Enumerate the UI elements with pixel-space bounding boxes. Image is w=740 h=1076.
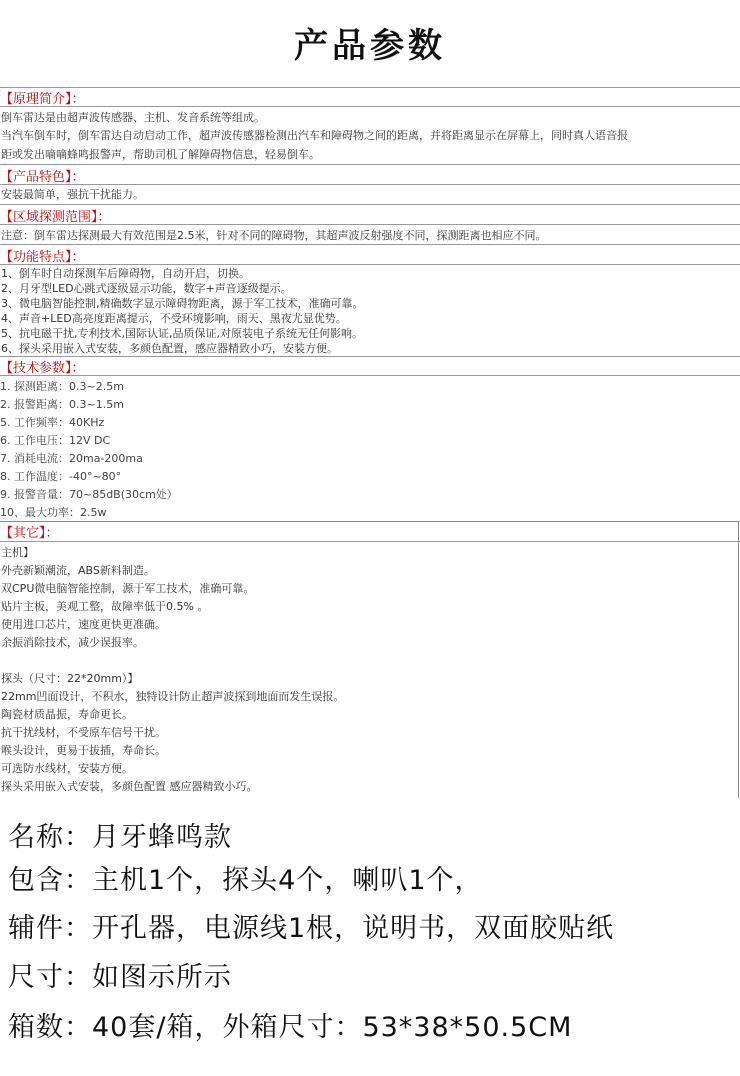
functions-line: 3、微电脑智能控制,精确数字显示障碍物距离，源于军工技术，准确可靠。 <box>1 297 364 310</box>
host-line: 外壳新颖潮流，ABS新料制造。 <box>1 564 155 577</box>
host-line: 贴片主板，美观工整，故障率低于0.5% 。 <box>1 600 209 613</box>
probe-line: 22mm凹面设计，不积水，独特设计防止超声波探到地面而发生误报。 <box>1 690 345 703</box>
spec-item: 1. 探测距离：0.3~2.5m <box>0 380 124 393</box>
section-header-principle: 【原理简介】： <box>0 92 85 107</box>
divider <box>0 244 740 245</box>
spec-item: 7. 消耗电流：20ma-200ma <box>0 452 143 465</box>
functions-line: 6、探头采用嵌入式安装，多颜色配置，感应器精致小巧，安装方便。 <box>1 342 338 355</box>
divider <box>0 541 740 542</box>
functions-line: 5、抗电磁干扰,专利技术,国际认证,品质保证,对原装电子系统无任何影响。 <box>1 327 363 340</box>
host-line: 使用进口芯片，速度更快更准确。 <box>1 618 166 631</box>
summary-carton: 箱数：40套/箱，外箱尺寸：53*38*50.5CM <box>8 1012 573 1043</box>
spec-item: 5. 工作频率：40KHz <box>0 416 105 429</box>
divider <box>0 106 740 107</box>
divider <box>0 224 740 225</box>
host-line: 余振消除技术，减少误报率。 <box>1 636 144 649</box>
section-header-range: 【区域探测范围】： <box>0 210 111 225</box>
spec-item: 9. 报警音量：70~85dB(30cm处） <box>0 488 178 501</box>
functions-line: 1、倒车时自动探测车后障碍物，自动开启，切换。 <box>1 267 250 280</box>
spec-item: 2. 报警距离：0.3~1.5m <box>0 398 124 411</box>
functions-line: 4、声音+LED高亮度距离提示，不受环境影响，雨天、黑夜尤显优势。 <box>1 312 347 325</box>
principle-line: 距或发出嘀嘀蜂鸣报警声，帮助司机了解障碍物信息，轻易倒车。 <box>1 148 320 161</box>
summary-name: 名称：月牙蜂鸣款 <box>8 822 232 853</box>
section-header-other: 【其它】： <box>0 526 59 541</box>
functions-line: 2、月牙型LED心跳式逐级显示功能，数字+声音逐级提示。 <box>1 282 292 295</box>
features-line: 安装最简单，强抗干扰能力。 <box>1 188 144 201</box>
divider <box>0 164 740 165</box>
divider <box>0 356 740 357</box>
summary-size: 尺寸：如图示所示 <box>8 962 232 993</box>
range-line: 注意：倒车雷达探测最大有效范围是2.5米，针对不同的障碍物，其超声波反射强度不同，探测距离也相应不同。 <box>1 229 547 242</box>
host-line: 主机】 <box>1 546 34 559</box>
divider <box>0 184 740 185</box>
spec-item: 6. 工作电压：12V DC <box>0 434 111 447</box>
page-title: 产品参数 <box>294 26 446 66</box>
probe-line: 探头（尺寸：22*20mm）】 <box>1 672 139 685</box>
probe-line: 可选防水线材，安装方便。 <box>1 762 133 775</box>
summary-accessories: 辅件：开孔器，电源线1根，说明书，双面胶贴纸 <box>8 913 615 944</box>
principle-line: 当汽车倒车时，倒车雷达自动启动工作，超声波传感器检测出汽车和障碍物之间的距离，并将距离显示在屏幕上，同时真人语音报 <box>1 129 628 142</box>
principle-line: 倒车雷达是由超声波传感器、主机、发音系统等组成。 <box>1 111 265 124</box>
section-header-tech: 【技术参数】： <box>0 361 85 376</box>
probe-line: 抗干扰线材，不受原车信号干扰。 <box>1 726 166 739</box>
section-header-features: 【产品特色】： <box>0 170 85 185</box>
probe-line: 探头采用嵌入式安装，多颜色配置 感应器精致小巧。 <box>1 780 258 793</box>
host-line: 双CPU微电脑智能控制，源于军工技术，准确可靠。 <box>1 582 255 595</box>
divider <box>0 87 740 88</box>
probe-line: 陶瓷材质晶振，寿命更长。 <box>1 708 133 721</box>
section-header-functions: 【功能特点】： <box>0 250 85 265</box>
spec-item: 8. 工作温度：-40°~80° <box>0 470 122 483</box>
probe-line: 喉头设计，更易于拔插，寿命长。 <box>1 744 166 757</box>
divider <box>0 375 740 376</box>
summary-contents: 包含：主机1个，探头4个，喇叭1个， <box>8 865 483 896</box>
spec-item: 10、最大功率：2.5w <box>0 506 107 519</box>
divider <box>0 204 740 205</box>
